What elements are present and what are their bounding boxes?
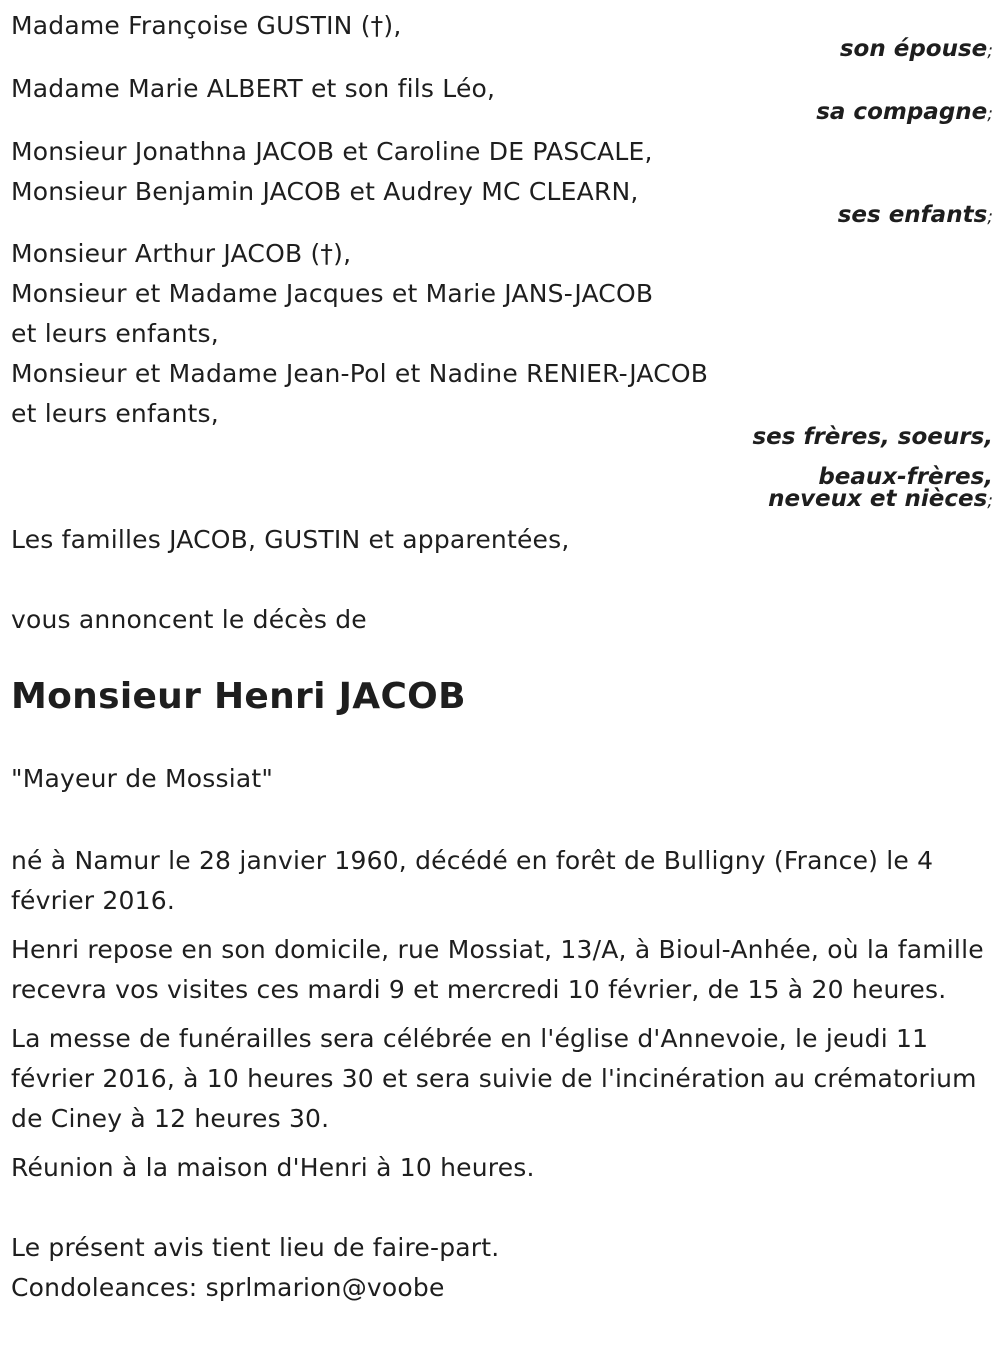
- family-group-children: [11, 126, 993, 230]
- family-line: Monsieur Arthur JACOB (†),: [11, 239, 352, 268]
- birth-death-paragraph: né à Namur le 28 janvier 1960, décédé en forêt de Bulligny (France) le 4 février 2016.: [11, 846, 934, 915]
- family-group-partner: [11, 63, 993, 126]
- relation-label: ses enfants;: [837, 202, 993, 228]
- family-line: Monsieur et Madame Jean-Pol et Nadine RENIER-JACOB: [11, 359, 709, 388]
- announce-section: [11, 595, 993, 665]
- visitation-paragraph: Henri repose en son domicile, rue Mossiat, 13/A, à Bioul-Anhée, où la famille recevra vos visites ces mardi 9 et mercredi 10 février, de 15 à 20 heures.: [11, 935, 984, 1004]
- title-quote: "Mayeur de Mossiat": [11, 764, 274, 793]
- families-section: [11, 515, 993, 595]
- deceased-name: Monsieur Henri JACOB: [11, 676, 466, 717]
- details-section: [11, 841, 993, 1188]
- title-quote-section: [11, 753, 993, 833]
- family-line: Madame Françoise GUSTIN (†),: [11, 11, 402, 40]
- gathering-paragraph: Réunion à la maison d'Henri à 10 heures.: [11, 1153, 535, 1182]
- family-line: et leurs enfants,: [11, 399, 219, 428]
- footer-section: [11, 1228, 993, 1308]
- family-line: Monsieur et Madame Jacques et Marie JANS-JACOB: [11, 279, 654, 308]
- deceased-section: [11, 665, 993, 753]
- relation-label: sa compagne;: [816, 99, 993, 125]
- family-group-spouse: [11, 0, 993, 63]
- announce-line: vous annoncent le décès de: [11, 605, 367, 634]
- family-line: Madame Marie ALBERT et son fils Léo,: [11, 74, 496, 103]
- notice-line: Le présent avis tient lieu de faire-part.: [11, 1233, 500, 1262]
- relation-label: ses frères, soeurs,: [752, 424, 993, 450]
- family-line: Monsieur Jonathna JACOB et Caroline DE PASCALE,: [11, 137, 653, 166]
- relation-label: beaux-frères,: [818, 464, 993, 490]
- families-line: Les familles JACOB, GUSTIN et apparentées,: [11, 525, 570, 554]
- relation-label: neveux et nièces;: [768, 486, 993, 512]
- condolences-line: Condoleances: sprlmarion@voobe: [11, 1273, 445, 1302]
- family-line: Monsieur Benjamin JACOB et Audrey MC CLEARN,: [11, 177, 639, 206]
- relation-label: son épouse;: [839, 36, 993, 62]
- funeral-paragraph: La messe de funérailles sera célébrée en l'église d'Annevoie, le jeudi 11 février 2016, à 10 heures 30 et sera suivie de l'incinération au crématorium de Ciney à 12 heures 30.: [11, 1024, 977, 1133]
- family-group-siblings: [11, 230, 993, 515]
- obituary-document: [11, 0, 993, 1308]
- family-line: et leurs enfants,: [11, 319, 219, 348]
